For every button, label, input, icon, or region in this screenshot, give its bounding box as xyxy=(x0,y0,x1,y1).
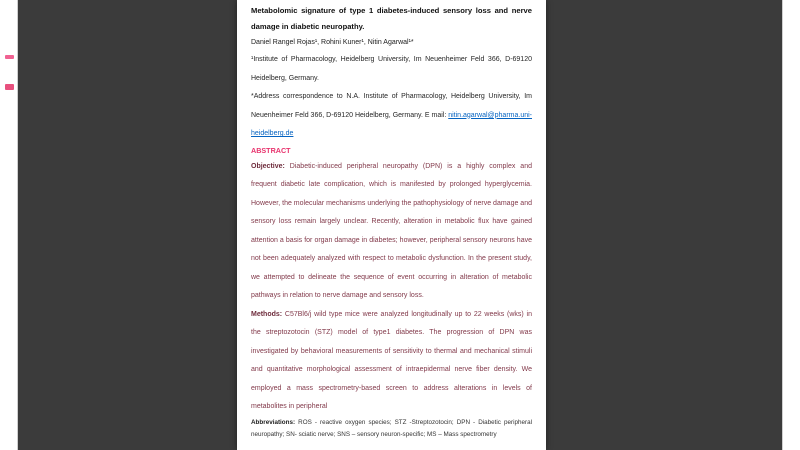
paper-title: Metabolomic signature of type 1 diabetes-induced sensory loss and nerve damage in diabetic neuropathy. xyxy=(251,6,532,31)
affiliation: ¹Institute of Pharmacology, Heidelberg University, Im Neuenheimer Feld 366, D-69120 Heidelberg, Germany. xyxy=(251,56,532,82)
correspondence-text: *Address correspondence to N.A. Institute of Pharmacology, Heidelberg University, Im Neuenheimer Feld 366, D-69120 Heidelberg, Germany. E mail: xyxy=(251,93,532,119)
abstract-heading: ABSTRACT xyxy=(251,145,291,155)
document-page xyxy=(237,0,546,450)
left-rail xyxy=(0,0,18,450)
correspondence xyxy=(251,88,532,144)
annotation-mark-icon xyxy=(5,55,14,59)
objective-paragraph xyxy=(251,158,532,306)
abbreviations-footnote xyxy=(251,417,532,441)
abbreviations-label: Abbreviations: xyxy=(251,418,296,426)
annotation-mark-icon xyxy=(5,84,14,90)
methods-paragraph xyxy=(251,306,532,417)
right-rail xyxy=(782,0,800,450)
email-link[interactable]: nitin.agarwal@pharma.uni-heidelberg.de xyxy=(251,111,532,137)
methods-label: Methods: xyxy=(251,310,283,318)
objective-text: Diabetic-induced peripheral neuropathy (DPN) is a highly complex and frequent diabetic late complication, which is manifested by prolonged hyperglycemia. However, the molecular mechanisms underlying the pathophysiology of nerve damage and sensory loss remain largely unclear. Recently, alteration in metabolic flux have gained attention a basis for organ damage in diabetes; however, peripheral sensory neurons have not been adequately analyzed with respect to metabolic dysfunction. In the present study, we attempted to delineate the sequence of event occurring in alteration of metabolic pathways in relation to nerve damage and sensory loss. xyxy=(251,162,532,299)
authors-line: Daniel Rangel Rojas¹, Rohini Kuner¹, Nitin Agarwal¹* xyxy=(251,39,414,46)
objective-label: Objective: xyxy=(251,162,285,170)
methods-text: C57Bl6/j wild type mice were analyzed longitudinally up to 22 weeks (wks) in the streptozotocin (STZ) model of type1 diabetes. The progression of DPN was investigated by behavioral measurements of sensitivity to thermal and mechanical stimuli and quantitative morphological assessment of intraepidermal nerve fiber density. We employed a mass spectrometry-based screen to address alterations in levels of metabolites in peripheral xyxy=(251,310,532,410)
abbreviations-text: ROS - reactive oxygen species; STZ -Streptozotocin; DPN - Diabetic peripheral neuropathy; SN- sciatic nerve; SNS – sensory neuron-specific; MS – Mass spectrometry xyxy=(251,418,533,438)
